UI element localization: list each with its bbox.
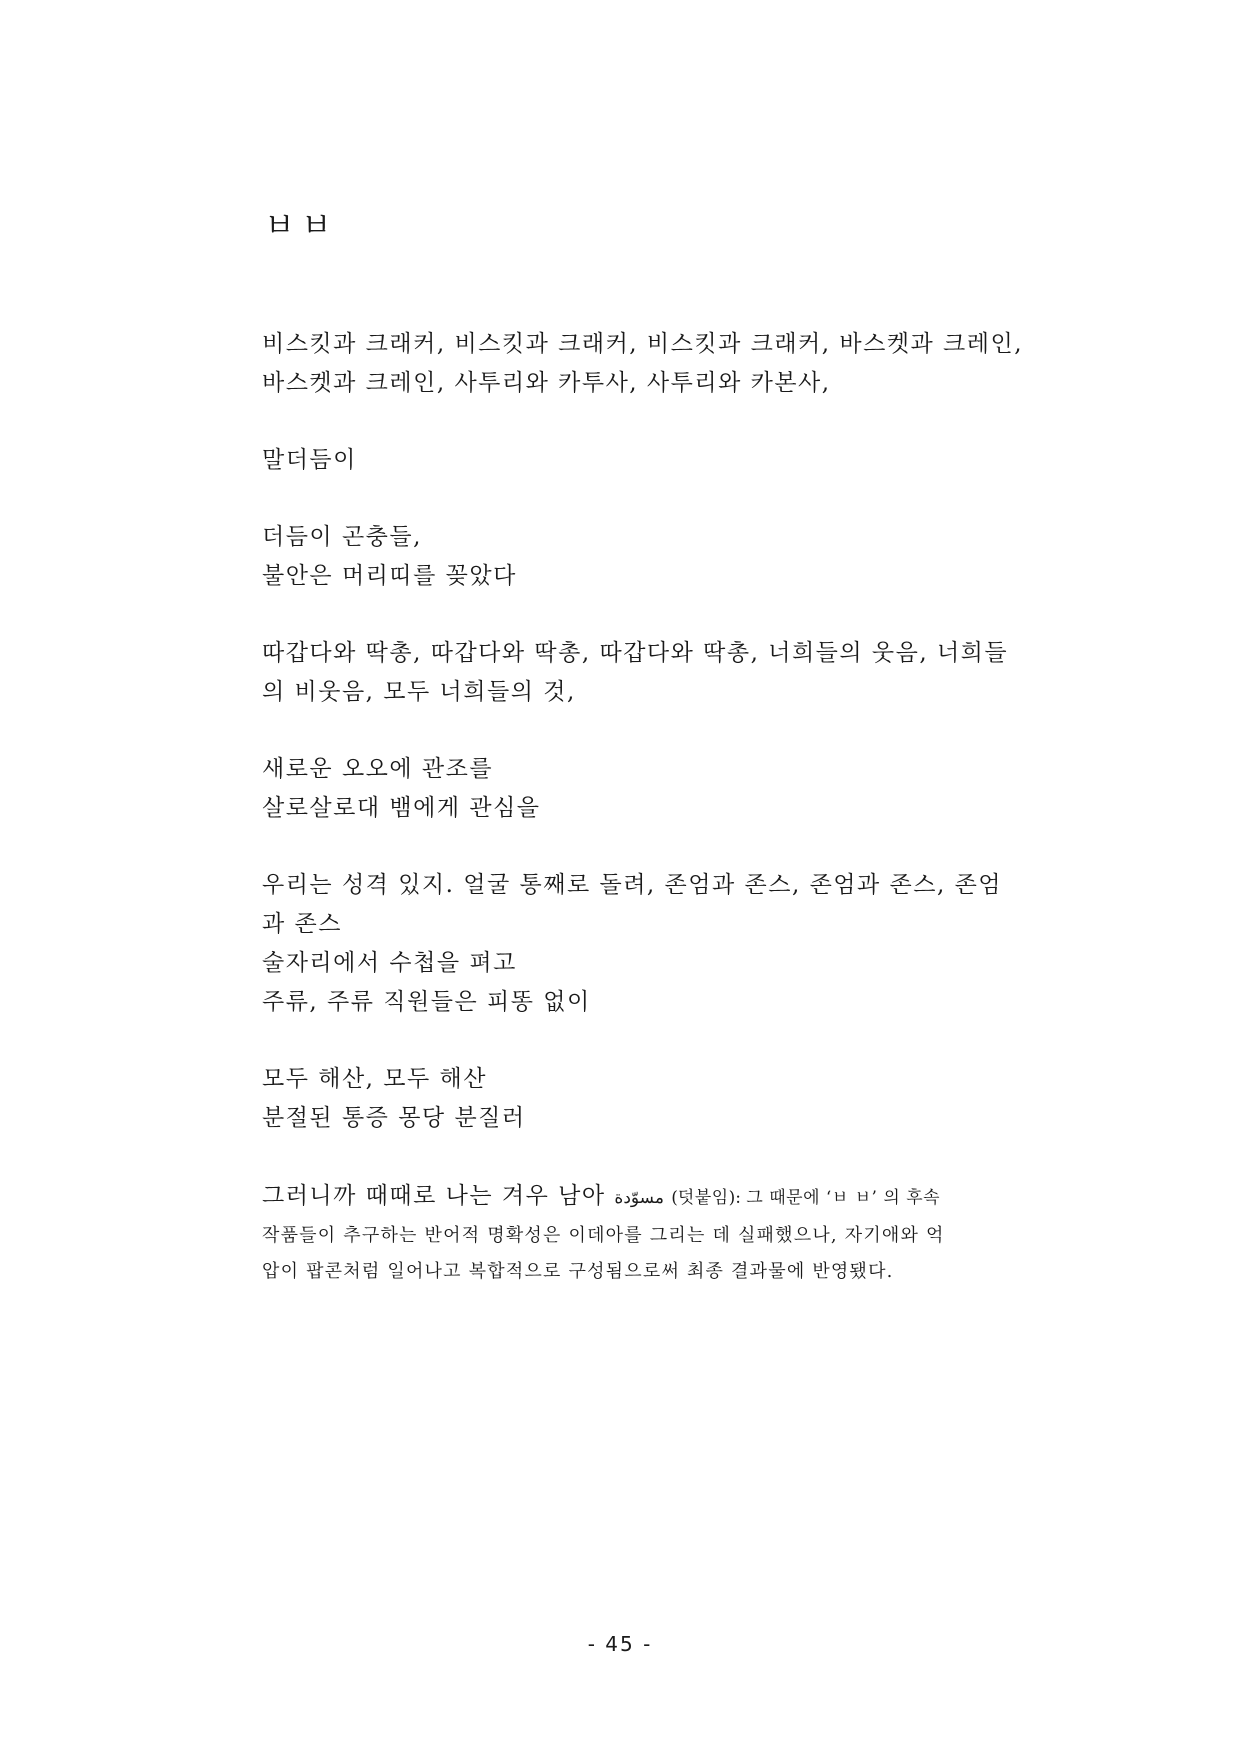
poem-line: 말더듬이	[262, 447, 357, 473]
stanza-5	[262, 750, 992, 828]
poem-line: 불안은 머리띠를 꽂았다	[262, 563, 517, 589]
poem-line: 주류, 주류 직원들은 피똥 없이	[262, 989, 591, 1015]
poem-line: 분절된 통증 몽당 분질러	[262, 1105, 526, 1131]
note-arabic-word: مسوّدة	[614, 1188, 664, 1208]
poem-line: 모두 해산, 모두 해산	[262, 1066, 487, 1092]
poem-body	[262, 325, 1024, 1290]
note-lead: 그러니까 때때로 나는 겨우 남아	[262, 1183, 606, 1209]
poem-line: 과 존스	[262, 911, 342, 937]
stanza-6	[262, 866, 1003, 1022]
poem-line: 의 비웃음, 모두 너희들의 것,	[262, 679, 576, 705]
stanza-3	[262, 518, 992, 596]
stanza-1	[262, 325, 1024, 403]
note-line: 압이 팝콘처럼 일어나고 복합적으로 구성됨으로써 최종 결과물에 반영됐다.	[262, 1261, 894, 1282]
afterword-note	[262, 1176, 992, 1290]
poem-line: 새로운 오오에 관조를	[262, 756, 494, 782]
poem-line: 따갑다와 딱총, 따갑다와 딱총, 따갑다와 딱총, 너희들의 웃음, 너희들	[262, 640, 1009, 666]
poem-title: ㅂㅂ	[264, 206, 338, 244]
poem-line: 바스켓과 크레인, 사투리와 카투사, 사투리와 카본사,	[262, 370, 831, 396]
poem-line: 더듬이 곤충들,	[262, 524, 422, 550]
note-rest: (덧붙임): 그 때문에 ‘ㅂ ㅂ’ 의 후속	[671, 1188, 941, 1208]
poem-line: 살로살로대 뱀에게 관심을	[262, 795, 541, 821]
page-number: - 45 -	[587, 1632, 653, 1656]
stanza-2	[262, 441, 992, 480]
poem-line: 비스킷과 크래커, 비스킷과 크래커, 비스킷과 크래커, 바스켓과 크레인,	[262, 331, 1024, 357]
poem-line: 우리는 성격 있지. 얼굴 통째로 돌려, 존엄과 존스, 존엄과 존스, 존엄	[262, 872, 1003, 898]
poem-line: 술자리에서 수첩을 펴고	[262, 950, 517, 976]
note-line: 작품들이 추구하는 반어적 명확성은 이데아를 그리는 데 실패했으나, 자기애와 억	[262, 1225, 945, 1246]
stanza-4	[262, 634, 1009, 712]
stanza-7	[262, 1060, 992, 1138]
note-first-line	[262, 1176, 992, 1218]
